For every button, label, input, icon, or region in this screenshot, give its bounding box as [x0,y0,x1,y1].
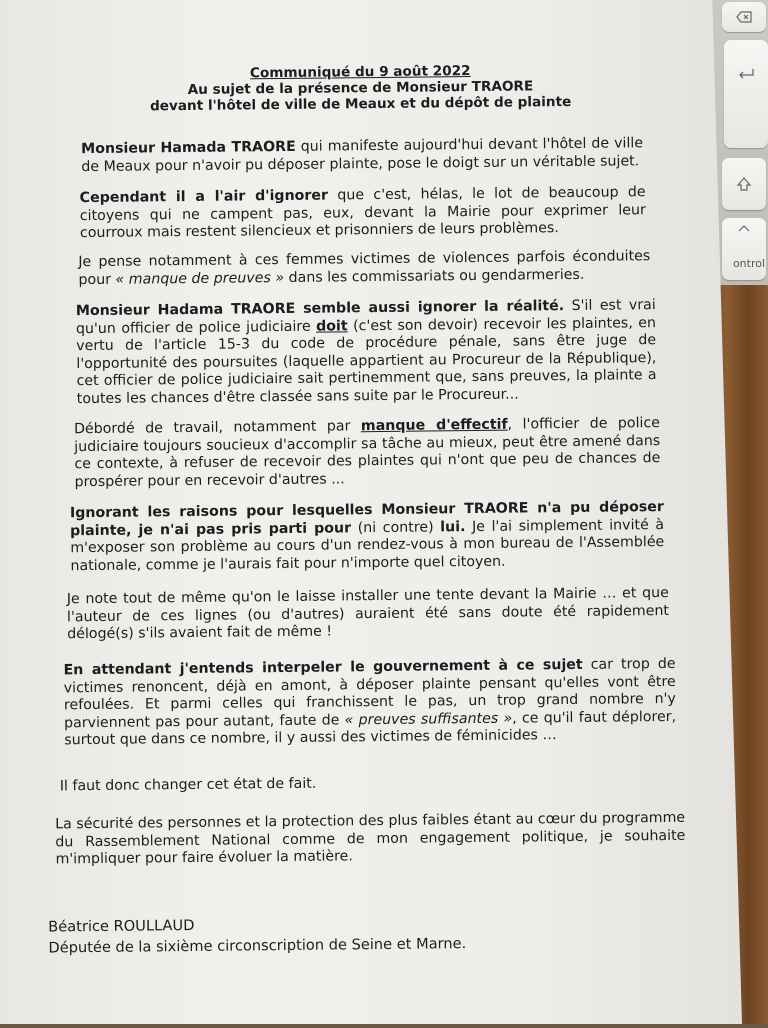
p2-bold: Cependant il a l'air d'ignorer [79,187,329,207]
paragraph-2 [80,184,647,243]
paragraph-4 [76,297,657,409]
p10-text: La sécurité des personnes et la protection des plus faibles étant au cœur du programme du Rassemblement National comme de mon engagement politique, je souhaite m'impliquer pour faire évoluer la matière. [55,809,686,868]
signature-title: Députée de la sixième circonscription de Seine et Marne. [48,935,467,957]
paragraph-10 [55,810,686,869]
paragraph-8 [63,656,676,750]
p9-text: Il faut donc changer cet état de fait. [59,775,317,795]
p8-italic: « preuves suffisantes » [344,710,513,729]
p1-text: qui manifeste aujourd'hui devant l'hôtel de ville de Meaux pour n'avoir pu déposer plainte, pose le doigt sur un véritable sujet. [81,135,644,175]
subject-line-2: devant l'hôtel de ville de Meaux et du dépôt de plainte [149,93,572,114]
p3-text: Je pense notamment à ces femmes victimes de violences parfois éconduites pour [78,248,651,288]
subject-line-1: Au sujet de la présence de Monsieur TRAORE [187,78,534,98]
date-line: Communiqué du 9 août 2022 [249,63,471,82]
p4-underline: doit [315,317,348,335]
p3-rest: dans les commissariats ou gendarmeries. [284,266,585,286]
p1-bold: Monsieur Hamada TRAORE [81,138,296,158]
p5-underline: manque d'effectif [360,416,508,435]
p8-text: car trop de victimes renoncent, déjà en amont, à déposer plainte pensant qu'elles vont être refoulées. Et parmi celles qui franchissent le pas, un trop grand nombre n'y parviennent pas pour autant, faute de [63,655,676,732]
paragraph-5 [74,415,661,492]
signature-name: Béatrice ROULLAUD [48,916,195,936]
p6-bold-2: lui. [440,518,466,535]
paragraph-7 [67,585,670,644]
p7-text: Je note tout de même qu'on le laisse installer une tente devant la Mairie … et que l'auteur de ces lignes (ou d'autres) auraient été sans doute été rapidement délogé(s) s'ils avaient fait de même ! [66,584,670,643]
p5-rest: , l'officier de police judiciaire toujours soucieux d'accomplir sa tâche au mieux, peut être amené dans ce contexte, à refuser de recevoir des plaintes qui n'ont que peu de chances de prospérer pour en recevoir d'autres ... [74,415,661,490]
p4-text: S'il est vrai qu'un officier de police judiciaire [75,297,656,337]
p5-text: Débordé de travail, notamment par [73,418,361,438]
p6-text: (ni contre) [350,518,441,536]
p8-bold: En attendant j'entends interpeler le gouvernement à ce sujet [63,656,583,679]
p3-italic: « manque de preuves » [115,269,285,288]
paragraph-6 [70,499,665,576]
p2-text: que c'est, hélas, le lot de beaucoup de citoyens qui ne campent pas, eux, devant la Mairie pour exprimer leur courroux mais restent silencieux et prisonniers de leurs problèmes. [79,184,646,242]
signature-block [48,912,466,958]
p4-rest: (c'est son devoir) recevoir les plaintes, en vertu de l'article 15-3 du code de procédure pénale, sans être juge de l'opportunité des poursuites (laquelle appartient au Procureur de la République), cet officier de police judiciaire sait pertinemment que, sans preuves, la plainte a toutes les chances d'être classée sans suite par le Procureur... [76,314,657,408]
paragraph-1 [81,135,643,176]
paragraph-3 [78,248,650,289]
p6-bold: Ignorant les raisons pour lesquelles Monsieur TRAORE n'a pu déposer plainte, je n'ai pas pris parti pour [69,499,664,539]
p8-rest: , ce qu'il faut déplorer, surtout que dans ce nombre, il y aussi des victimes de féminicides … [64,708,677,749]
p4-bold: Monsieur Hadama TRAORE semble aussi ignorer la réalité. [75,298,565,320]
document-header [145,63,575,115]
p6-rest: Je l'ai simplement invité à m'exposer son problème au cours d'un rendez-vous à mon bureau de l'Assemblée nationale, comme je l'aurais fait pour n'importe quel citoyen. [70,516,665,575]
control-key-label: ontrol [732,256,766,270]
paragraph-9 [60,772,660,796]
